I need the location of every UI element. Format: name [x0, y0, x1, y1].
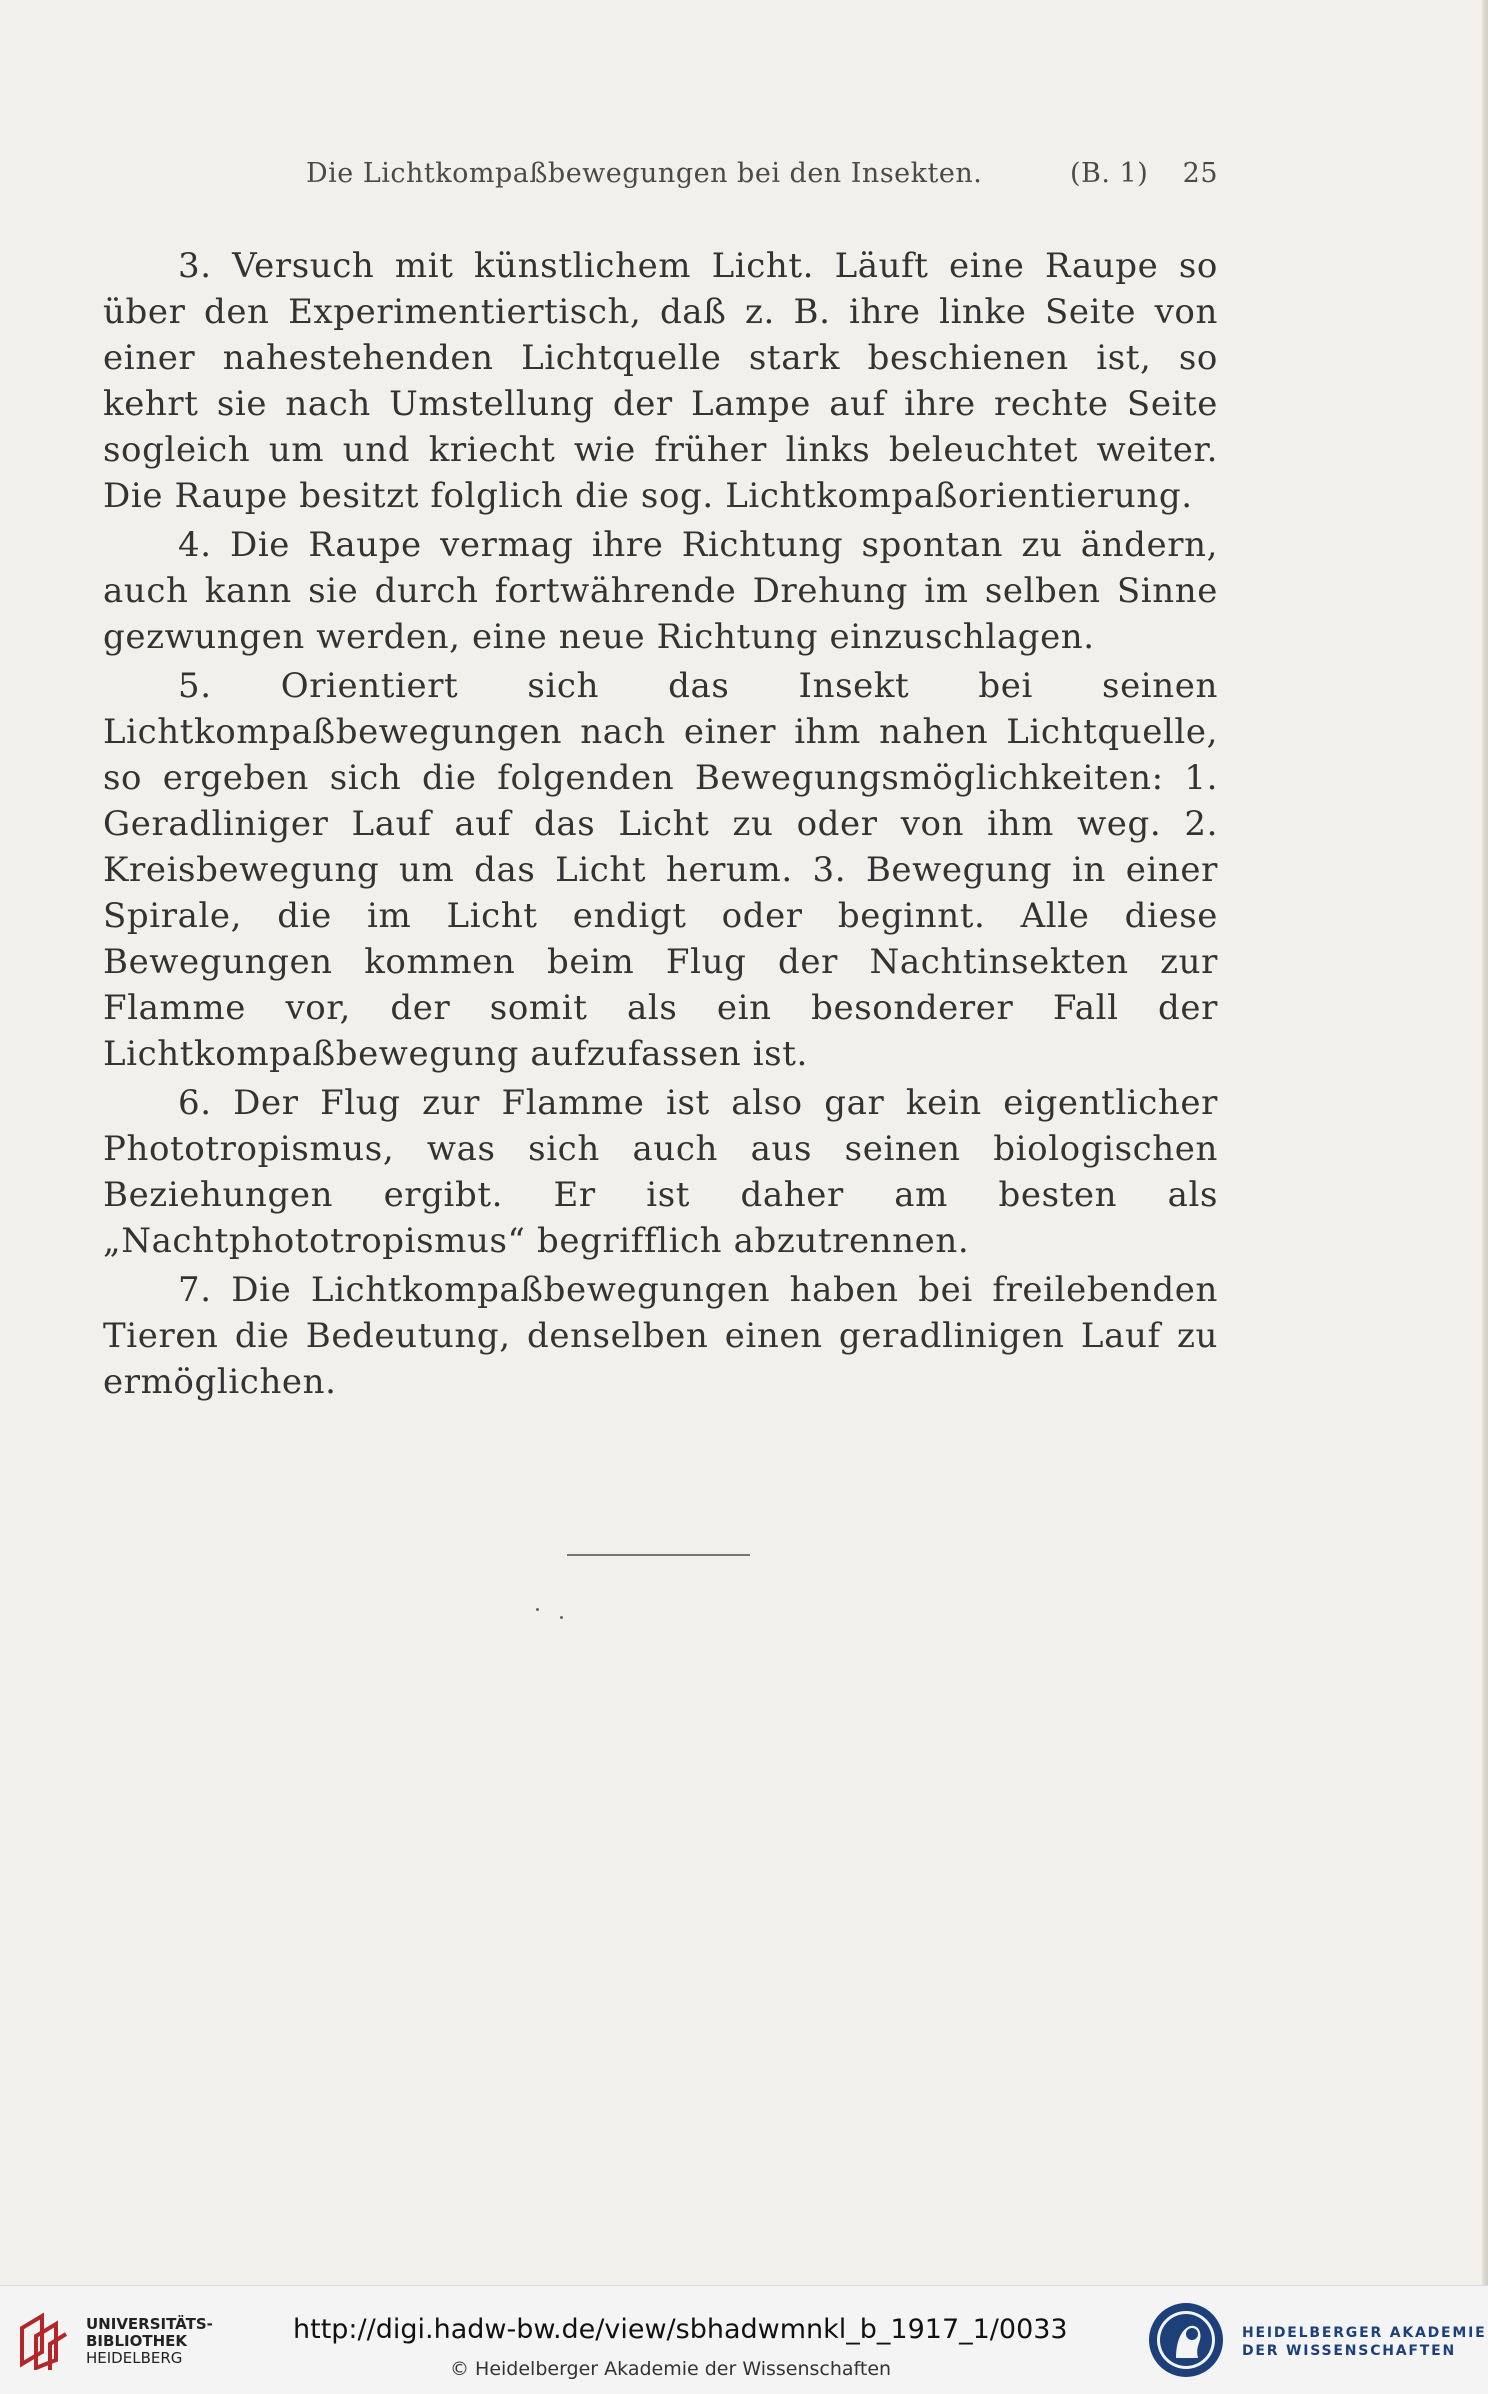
library-line-3: HEIDELBERG: [86, 2349, 183, 2367]
academy-line-1: HEIDELBERGER AKADEMIE: [1242, 2325, 1487, 2341]
library-line-1: UNIVERSITÄTS-: [86, 2315, 213, 2333]
copyright-notice: © Heidelberger Akademie der Wissenschaften: [450, 2358, 892, 2380]
university-library-logo-icon: [16, 2310, 72, 2370]
speck: [560, 1616, 563, 1619]
academy-line-2: DER WISSENSCHAFTEN: [1242, 2343, 1457, 2359]
running-header-title: Die Lichtkompaßbewegungen bei den Insekten.: [306, 158, 983, 189]
permalink-url[interactable]: http://digi.hadw-bw.de/view/sbhadwmnkl_b_1917_1/0033: [293, 2314, 1068, 2345]
paragraph-3: 3. Versuch mit künstlichem Licht. Läuft eine Raupe so über den Experimentiertisch, daß z. B. ihre linke Seite von einer nahestehenden Lichtquelle stark beschienen ist, so kehrt sie nach Umstellung der Lampe auf ihre rechte Seite sogleich um und kriecht wie früher links beleuchtet weiter. Die Raupe besitzt folglich die sog. Lichtkompaßorientierung.: [103, 246, 1218, 516]
viewer-footer: [0, 2285, 1488, 2394]
academy-seal-icon: [1146, 2300, 1226, 2380]
paragraph-7: 7. Die Lichtkompaßbewegungen haben bei freilebenden Tieren die Bedeutung, denselben einen geradlinigen Lauf zu ermöglichen.: [103, 1270, 1218, 1402]
page-number: 25: [1182, 158, 1218, 189]
paragraph-6: 6. Der Flug zur Flamme ist also gar kein eigentlicher Phototropismus, was sich auch aus seinen biologischen Beziehungen ergibt. Er ist daher am besten als „Nachtphototropismus“ begrifflich abzutrennen.: [103, 1083, 1218, 1261]
academy-name: [1242, 2324, 1487, 2360]
end-rule: [567, 1554, 750, 1556]
speck: [536, 1608, 539, 1611]
paragraph-5: 5. Orientiert sich das Insekt bei seinen Lichtkompaßbewegungen nach einer ihm nahen Lichtquelle, so ergeben sich die folgenden Bewegungsmöglichkeiten: 1. Geradliniger Lauf auf das Licht zu oder von ihm weg. 2. Kreisbewegung um das Licht herum. 3. Bewegung in einer Spirale, die im Licht endigt oder beginnt. Alle diese Bewegungen kommen beim Flug der Nachtinsekten zur Flamme vor, der somit als ein besonderer Fall der Lichtkompaßbewegung aufzufassen ist.: [103, 666, 1218, 1074]
university-library-name: [86, 2316, 213, 2367]
running-header-reference: (B. 1): [1070, 158, 1149, 189]
body-text: [103, 243, 1218, 1408]
library-line-2: BIBLIOTHEK: [86, 2332, 187, 2350]
paragraph-4: 4. Die Raupe vermag ihre Richtung spontan zu ändern, auch kann sie durch fortwährende Drehung im selben Sinne gezwungen werden, eine neue Richtung einzuschlagen.: [103, 525, 1218, 657]
page-edge-shadow: [1482, 0, 1488, 2285]
